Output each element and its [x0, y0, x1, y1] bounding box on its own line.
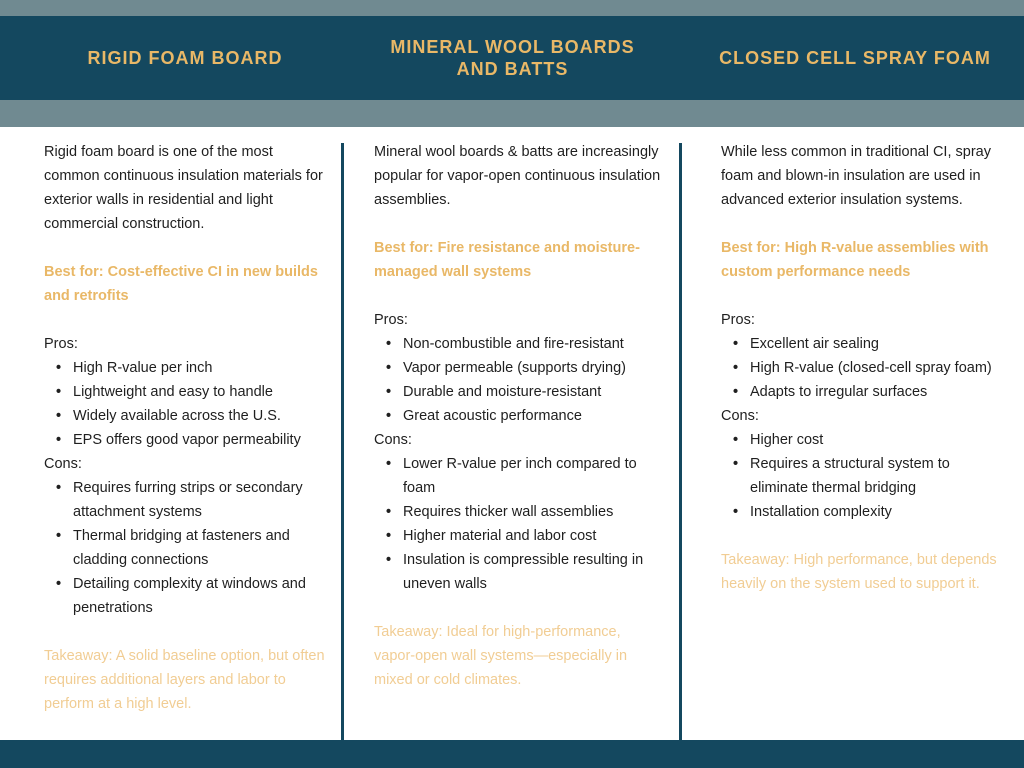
bullet-icon: •	[386, 408, 392, 424]
top-stripe	[0, 0, 1024, 16]
bullet-icon: •	[733, 384, 739, 400]
list-item-text: Widely available across the U.S.	[73, 408, 281, 424]
cons-list	[44, 476, 330, 620]
list-item-text: Excellent air sealing	[750, 336, 879, 352]
pros-list	[44, 356, 330, 452]
list-item	[374, 380, 664, 404]
list-item	[44, 356, 330, 380]
list-item	[44, 428, 330, 452]
list-item-text: Great acoustic performance	[403, 408, 582, 424]
list-item-text: Vapor permeable (supports drying)	[403, 360, 626, 376]
footer-band	[0, 740, 1024, 768]
list-item	[44, 524, 330, 572]
cons-label: Cons:	[44, 456, 82, 472]
list-item	[44, 404, 330, 428]
takeaway-text: Takeaway: High performance, but depends heavily on the system used to support it.	[721, 552, 997, 592]
list-item-text: Lightweight and easy to handle	[73, 384, 273, 400]
cons-list	[721, 428, 1003, 524]
best-for-text: Best for: High R-value assemblies with custom performance needs	[721, 240, 989, 280]
list-item	[44, 572, 330, 620]
best-for-text: Best for: Fire resistance and moisture-managed wall systems	[374, 240, 640, 280]
bullet-icon: •	[56, 432, 62, 448]
bullet-icon: •	[56, 360, 62, 376]
list-item-text: High R-value per inch	[73, 360, 213, 376]
bullet-icon: •	[733, 432, 739, 448]
column-spray-foam	[721, 140, 1003, 596]
bullet-icon: •	[386, 456, 392, 472]
list-item	[44, 476, 330, 524]
bullet-icon: •	[733, 360, 739, 376]
list-item-text: Requires a structural system to eliminate thermal bridging	[750, 456, 950, 496]
pros-label: Pros:	[374, 312, 408, 328]
list-item	[374, 500, 664, 524]
list-item-text: Requires furring strips or secondary attachment systems	[73, 480, 303, 520]
list-item-text: Higher material and labor cost	[403, 528, 597, 544]
column-mineral-wool	[374, 140, 664, 692]
list-item-text: High R-value (closed-cell spray foam)	[750, 360, 992, 376]
bullet-icon: •	[386, 504, 392, 520]
column-title-rigid-foam: RIGID FOAM BOARD	[87, 48, 283, 68]
bullet-icon: •	[56, 408, 62, 424]
list-item-text: Durable and moisture-resistant	[403, 384, 602, 400]
bullet-icon: •	[386, 360, 392, 376]
list-item	[44, 380, 330, 404]
list-item	[374, 548, 664, 596]
list-item-text: Installation complexity	[750, 504, 892, 520]
column-title-mineral-wool: MINERAL WOOL BOARDS AND BATTS	[390, 37, 635, 79]
bullet-icon: •	[733, 336, 739, 352]
column-title-spray-foam: CLOSED CELL SPRAY FOAM	[719, 48, 991, 68]
list-item	[721, 428, 1003, 452]
list-item-text: Detailing complexity at windows and penetrations	[73, 576, 306, 616]
pros-label: Pros:	[44, 336, 78, 352]
list-item-text: Adapts to irregular surfaces	[750, 384, 928, 400]
header-sub-stripe	[0, 100, 1024, 127]
list-item	[374, 332, 664, 356]
list-item-text: Non-combustible and fire-resistant	[403, 336, 624, 352]
list-item	[721, 356, 1003, 380]
bullet-icon: •	[386, 552, 392, 568]
list-item-text: Requires thicker wall assemblies	[403, 504, 614, 520]
cons-label: Cons:	[374, 432, 412, 448]
bullet-icon: •	[386, 528, 392, 544]
list-item	[721, 380, 1003, 404]
pros-label: Pros:	[721, 312, 755, 328]
list-item-text: Higher cost	[750, 432, 824, 448]
bullet-icon: •	[56, 576, 62, 592]
bullet-icon: •	[733, 504, 739, 520]
list-item-text: Insulation is compressible resulting in uneven walls	[403, 552, 644, 592]
list-item-text: Lower R-value per inch compared to foam	[403, 456, 637, 496]
bullet-icon: •	[386, 336, 392, 352]
list-item	[374, 404, 664, 428]
bullet-icon: •	[386, 384, 392, 400]
column-intro: Rigid foam board is one of the most common continuous insulation materials for exterior walls in residential and light commercial construction.	[44, 144, 323, 232]
bullet-icon: •	[56, 480, 62, 496]
list-item	[721, 332, 1003, 356]
takeaway-text: Takeaway: Ideal for high-performance, vapor-open wall systems—especially in mixed or cold climates.	[374, 624, 628, 688]
list-item-text: EPS offers good vapor permeability	[73, 432, 301, 448]
column-intro: Mineral wool boards & batts are increasingly popular for vapor-open continuous insulation assemblies.	[374, 144, 661, 208]
bullet-icon: •	[56, 384, 62, 400]
pros-list	[374, 332, 664, 428]
cons-list	[374, 452, 664, 596]
column-divider-left	[341, 143, 344, 740]
cons-label: Cons:	[721, 408, 759, 424]
list-item	[374, 452, 664, 500]
list-item	[721, 452, 1003, 500]
list-item	[374, 356, 664, 380]
takeaway-text: Takeaway: A solid baseline option, but often requires additional layers and labor to perform at a high level.	[44, 648, 325, 712]
column-intro: While less common in traditional CI, spray foam and blown-in insulation are used in advanced exterior insulation systems.	[721, 144, 991, 208]
column-divider-right	[679, 143, 682, 740]
bullet-icon: •	[56, 528, 62, 544]
list-item	[374, 524, 664, 548]
list-item-text: Thermal bridging at fasteners and cladding connections	[73, 528, 290, 568]
list-item	[721, 500, 1003, 524]
best-for-text: Best for: Cost-effective CI in new builds and retrofits	[44, 264, 318, 304]
pros-list	[721, 332, 1003, 404]
column-rigid-foam	[44, 140, 330, 716]
bullet-icon: •	[733, 456, 739, 472]
